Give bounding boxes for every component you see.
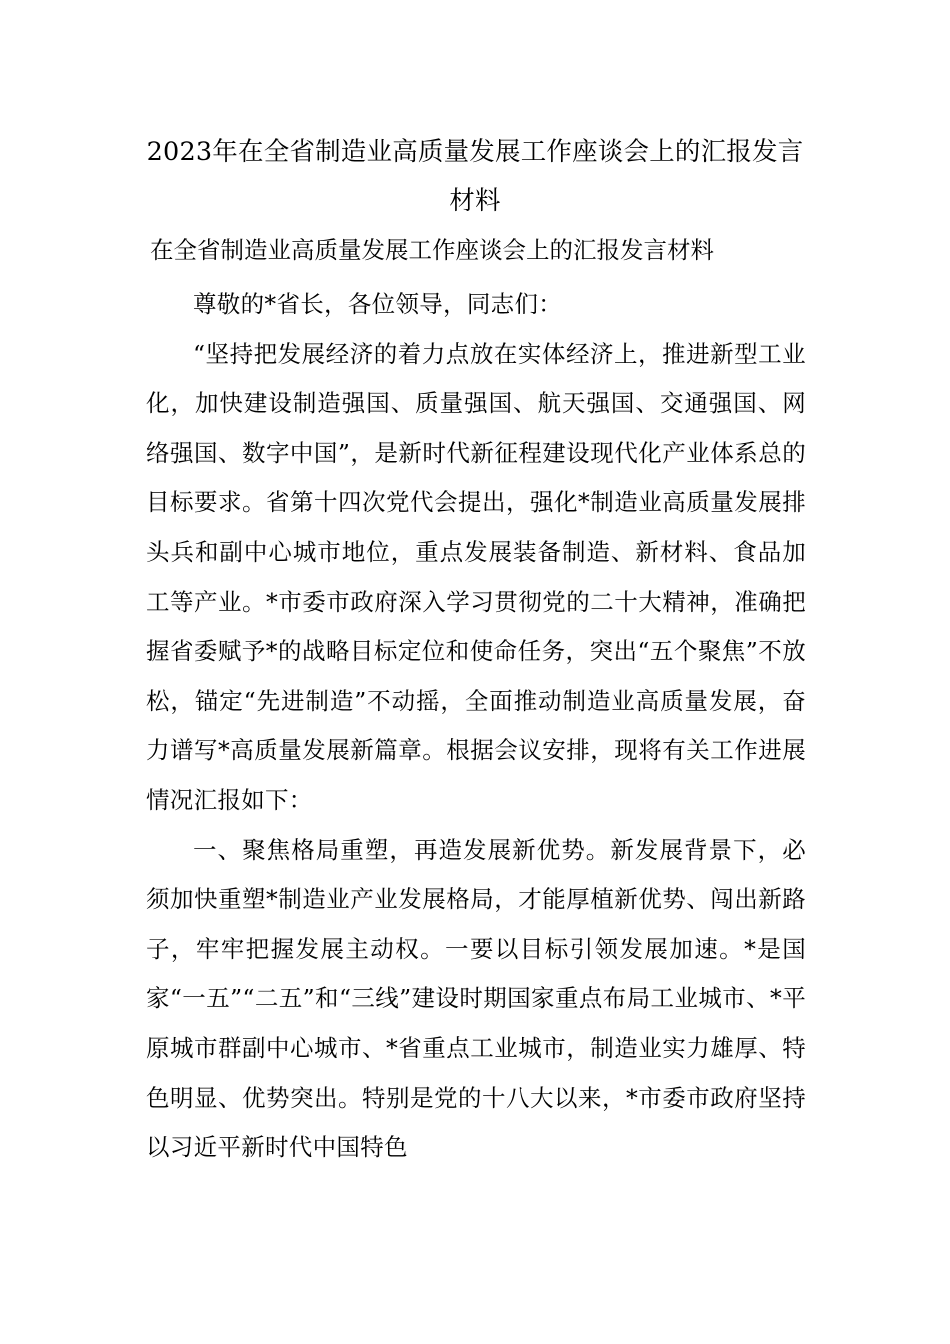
section-one-paragraph: 一、聚焦格局重塑，再造发展新优势。新发展背景下，必须加快重塑*制造业产业发展格局，才能厚植新优势、闯出新路子，牢牢把握发展主动权。一要以目标引领发展加速。*是国家“一五”“二五”和“三线”建设时期国家重点布局工业城市、*平原城市群副中心城市、*省重点工业城市，制造业实力雄厚、特色明显、优势突出。特别是党的十八大以来，*市委市政府坚持以习近平新时代中国特色 bbox=[146, 835, 806, 1162]
intro-paragraph: “坚持把发展经济的着力点放在实体经济上，推进新型工业化，加快建设制造强国、质量强国、航天强国、交通强国、网络强国、数字中国”，是新时代新征程建设现代化产业体系总的目标要求。省第十四次党代会提出，强化*制造业高质量发展排头兵和副中心城市地位，重点发展装备制造、新材料、食品加工等产业。*市委市政府深入学习贯彻党的二十大精神，准确把握省委赋予*的战略目标定位和使命任务，突出“五个聚焦”不放松，锚定“先进制造”不动摇，全面推动制造业高质量发展，奋力谱写*高质量发展新篇章。根据会议安排，现将有关工作进展情况汇报如下： bbox=[146, 339, 806, 814]
document-subtitle: 在全省制造业高质量发展工作座谈会上的汇报发言材料 bbox=[150, 236, 714, 264]
salutation-paragraph: 尊敬的*省长，各位领导，同志们： bbox=[193, 290, 563, 318]
document-title: 2023年在全省制造业高质量发展工作座谈会上的汇报发言材料 bbox=[146, 137, 804, 216]
document-body bbox=[146, 280, 806, 1173]
